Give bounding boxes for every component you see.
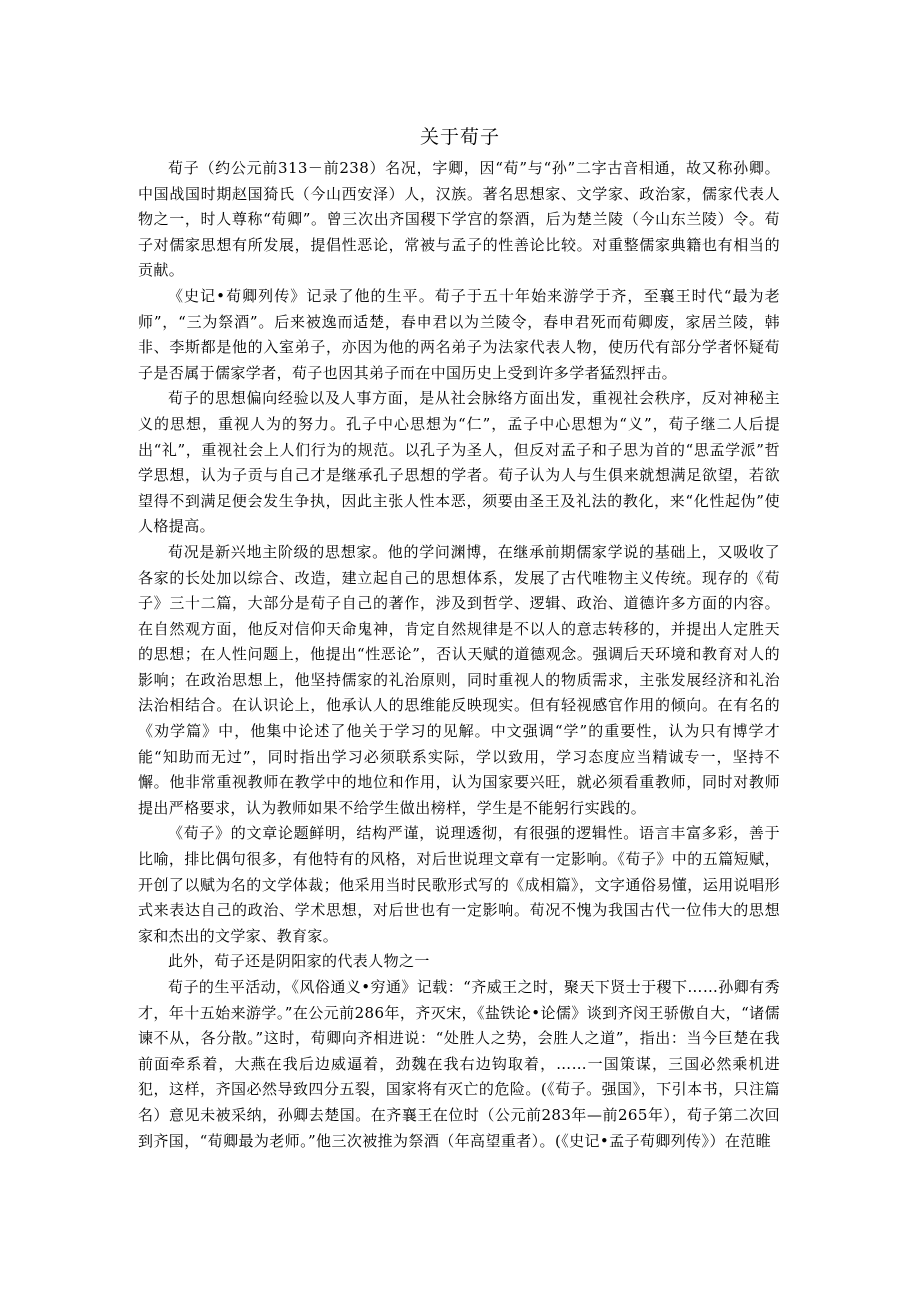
paragraph-life-events: 荀子的生平活动，《风俗通义•穷通》记载：“齐威王之时，聚天下贤士于稷下……孙卿有秀才，年十五始来游学。”在公元前286年，齐灭宋，《盐铁论•论儒》谈到齐闵王骄傲自大，“诸儒谏不从，各分散。”这时，荀卿向齐相进说：“处胜人之势，会胜人之道”，指出：当今巨楚在我前面牵系着，大燕在我后边威逼着，劲魏在我右边钩取着，……一国策谋，三国必然乘机进犯，这样，齐国必然导致四分五裂，国家将有灭亡的危险。(《荀子。强国》，下引本书，只注篇名）意见未被采纳，孙卿去楚国。在齐襄王在位时（公元前283年—前265年），荀子第二次回到齐国，“荀卿最为老师。”他三次被推为祭酒（年高望重者）。(《史记•孟子荀卿列传》）在范睢 (138, 978, 780, 1150)
paragraph-biography: 《史记•荀卿列传》记录了他的生平。荀子于五十年始来游学于齐，至襄王时代“最为老师”，“三为祭酒”。后来被逸而适楚，春申君以为兰陵令，春申君死而荀卿废，家居兰陵，韩非、李斯都是他的入室弟子，亦因为他的两名弟子为法家代表人物，使历代有部分学者怀疑荀子是否属于儒家学者，荀子也因其弟子而在中国历史上受到许多学者猛烈抨击。 (138, 286, 780, 382)
paragraph-philosophy: 荀况是新兴地主阶级的思想家。他的学问渊博，在继承前期儒家学说的基础上，又吸收了各家的长处加以综合、改造，建立起自己的思想体系，发展了古代唯物主义传统。现存的《荀子》三十二篇，大部分是荀子自己的著作，涉及到哲学、逻辑、政治、道德许多方面的内容。在自然观方面，他反对信仰天命鬼神，肯定自然规律是不以人的意志转移的，并提出人定胜天的思想；在人性问题上，他提出“性恶论”，否认天赋的道德观念。强调后天环境和教育对人的影响；在政治思想上，他坚持儒家的礼治原则，同时重视人的物质需求，主张发展经济和礼治法治相结合。在认识论上，他承认人的思维能反映现实。但有轻视感官作用的倾向。在有名的《劝学篇》中，他集中论述了他关于学习的见解。中文强调“学”的重要性，认为只有博学才能“知助而无过”，同时指出学习必须联系实际，学以致用，学习态度应当精诚专一，坚持不懈。他非常重视教师在教学中的地位和作用，认为国家要兴旺，就必须看重教师，同时对教师提出严格要求，认为教师如果不给学生做出榜样，学生是不能躬行实践的。 (138, 542, 780, 817)
paragraph-thought: 荀子的思想偏向经验以及人事方面，是从社会脉络方面出发，重视社会秩序，反对神秘主义的思想，重视人为的努力。孔子中心思想为“仁”，孟子中心思想为“义”，荀子继二人后提出“礼”，重视社会上人们行为的规范。以孔子为圣人，但反对孟子和子思为首的“思孟学派”哲学思想，认为子贡与自己才是继承孔子思想的学者。荀子认为人与生俱来就想满足欲望，若欲望得不到满足便会发生争执，因此主张人性本恶，须要由圣王及礼法的教化，来“化性起伪”使人格提高。 (138, 389, 780, 536)
paragraph-intro: 荀子（约公元前313－前238）名况，字卿，因“荀”与“孙”二字古音相通，故又称孙卿。中国战国时期赵国猗氏（今山西安泽）人，汉族。著名思想家、文学家、政治家，儒家代表人物之一，时人尊称“荀卿”。曾三次出齐国稷下学宫的祭酒，后为楚兰陵（今山东兰陵）令。荀子对儒家思想有所发展，提倡性恶论，常被与孟子的性善论比较。对重整儒家典籍也有相当的贡献。 (138, 159, 780, 280)
paragraph-literature: 《荀子》的文章论题鲜明，结构严谨，说理透彻，有很强的逻辑性。语言丰富多彩，善于比喻，排比偶句很多，有他特有的风格，对后世说理文章有一定影响。《荀子》中的五篇短赋，开创了以赋为名的文学体裁；他采用当时民歌形式写的《成相篇》，文字通俗易懂，运用说唱形式来表达自己的政治、学术思想，对后世也有一定影响。荀况不愧为我国古代一位伟大的思想家和杰出的文学家、教育家。 (138, 824, 780, 945)
paragraph-yinyang: 此外，荀子还是阴阳家的代表人物之一 (168, 952, 430, 971)
document-title: 关于荀子 (419, 126, 500, 148)
document-body (138, 156, 780, 1154)
